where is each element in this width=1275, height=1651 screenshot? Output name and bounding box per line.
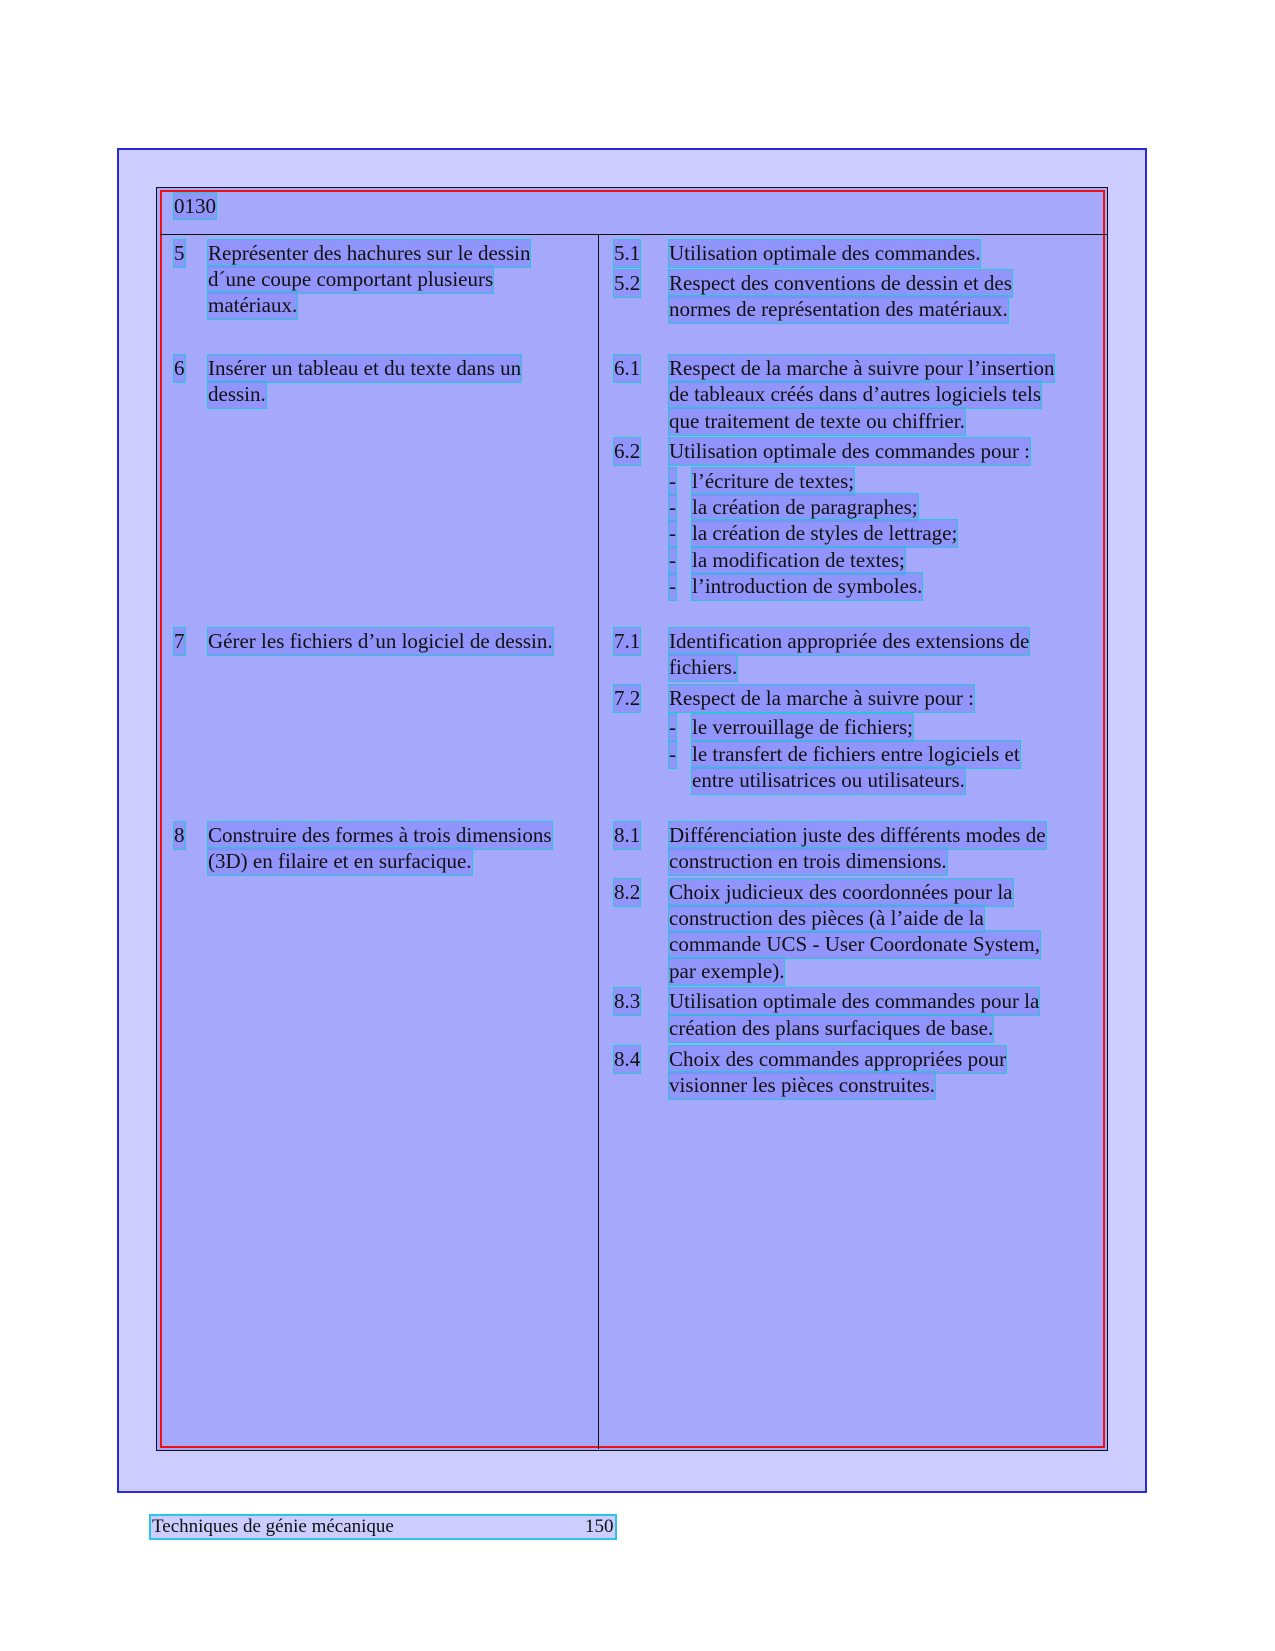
right-item-number: 8.2 bbox=[614, 880, 641, 904]
right-item-line: commande UCS - User Coordonate System, bbox=[669, 932, 1040, 956]
right-item-number: 7.1 bbox=[614, 629, 641, 653]
bullet-item: le transfert de fichiers entre logiciels et bbox=[692, 742, 1020, 766]
bullet-mark: - bbox=[669, 574, 676, 598]
right-item-line: Choix des commandes appropriées pour bbox=[669, 1047, 1007, 1071]
bullet-item: l’introduction de symboles. bbox=[692, 574, 923, 598]
bullet-item: la création de paragraphes; bbox=[692, 495, 918, 519]
right-item-line: que traitement de texte ou chiffrier. bbox=[669, 409, 965, 433]
bullet-mark: - bbox=[669, 521, 676, 545]
right-item-line: Choix judicieux des coordonnées pour la bbox=[669, 880, 1013, 904]
footer-title: Techniques de génie mécanique bbox=[152, 1516, 394, 1537]
bullet-item: la modification de textes; bbox=[692, 548, 905, 572]
header-divider bbox=[160, 234, 1107, 235]
left-item-number: 7 bbox=[174, 629, 185, 653]
right-item-number: 8.4 bbox=[614, 1047, 641, 1071]
right-item-line: de tableaux créés dans d’autres logiciels tels bbox=[669, 382, 1042, 406]
bullet-item: entre utilisatrices ou utilisateurs. bbox=[692, 768, 965, 792]
right-item-line: Respect de la marche à suivre pour : bbox=[669, 686, 974, 710]
right-item-line: Utilisation optimale des commandes pour la bbox=[669, 989, 1040, 1013]
right-item-line: fichiers. bbox=[669, 655, 738, 679]
right-item-line: Utilisation optimale des commandes. bbox=[669, 241, 981, 265]
bullet-item: l’écriture de textes; bbox=[692, 469, 855, 493]
right-item-line: Différenciation juste des différents modes de bbox=[669, 823, 1046, 847]
bullet-mark: - bbox=[669, 715, 676, 739]
right-item-number: 5.1 bbox=[614, 241, 641, 265]
right-item-line: création des plans surfaciques de base. bbox=[669, 1016, 994, 1040]
bullet-item: la création de styles de lettrage; bbox=[692, 521, 958, 545]
right-item-line: Respect des conventions de dessin et des bbox=[669, 271, 1012, 295]
left-item-line: Gérer les fichiers d’un logiciel de dessin. bbox=[208, 629, 553, 653]
right-item-number: 6.1 bbox=[614, 356, 641, 380]
bullet-item: le verrouillage de fichiers; bbox=[692, 715, 913, 739]
left-item-line: Insérer un tableau et du texte dans un bbox=[208, 356, 522, 380]
right-item-line: visionner les pièces construites. bbox=[669, 1073, 935, 1097]
right-item-number: 8.1 bbox=[614, 823, 641, 847]
left-item-line: Construire des formes à trois dimensions bbox=[208, 823, 552, 847]
competency-code: 0130 bbox=[174, 194, 216, 218]
column-divider bbox=[598, 234, 599, 1449]
right-item-number: 7.2 bbox=[614, 686, 641, 710]
left-item-line: matériaux. bbox=[208, 293, 298, 317]
page-number: 150 bbox=[585, 1516, 614, 1537]
bullet-mark: - bbox=[669, 495, 676, 519]
bullet-mark: - bbox=[669, 548, 676, 572]
right-item-line: Identification appropriée des extensions de bbox=[669, 629, 1030, 653]
right-item-line: par exemple). bbox=[669, 959, 785, 983]
right-item-number: 5.2 bbox=[614, 271, 641, 295]
right-item-line: Respect de la marche à suivre pour l’insertion bbox=[669, 356, 1055, 380]
right-item-number: 6.2 bbox=[614, 439, 641, 463]
right-item-line: Utilisation optimale des commandes pour : bbox=[669, 439, 1031, 463]
left-item-line: d´une coupe comportant plusieurs bbox=[208, 267, 494, 291]
left-item-line: dessin. bbox=[208, 382, 266, 406]
left-item-number: 6 bbox=[174, 356, 185, 380]
left-item-number: 5 bbox=[174, 241, 185, 265]
right-item-line: normes de représentation des matériaux. bbox=[669, 297, 1008, 321]
left-item-line: (3D) en filaire et en surfacique. bbox=[208, 849, 472, 873]
left-item-line: Représenter des hachures sur le dessin bbox=[208, 241, 531, 265]
right-item-number: 8.3 bbox=[614, 989, 641, 1013]
right-item-line: construction des pièces (à l’aide de la bbox=[669, 906, 984, 930]
bullet-mark: - bbox=[669, 742, 676, 766]
left-item-number: 8 bbox=[174, 823, 185, 847]
bullet-mark: - bbox=[669, 469, 676, 493]
right-item-line: construction en trois dimensions. bbox=[669, 849, 947, 873]
